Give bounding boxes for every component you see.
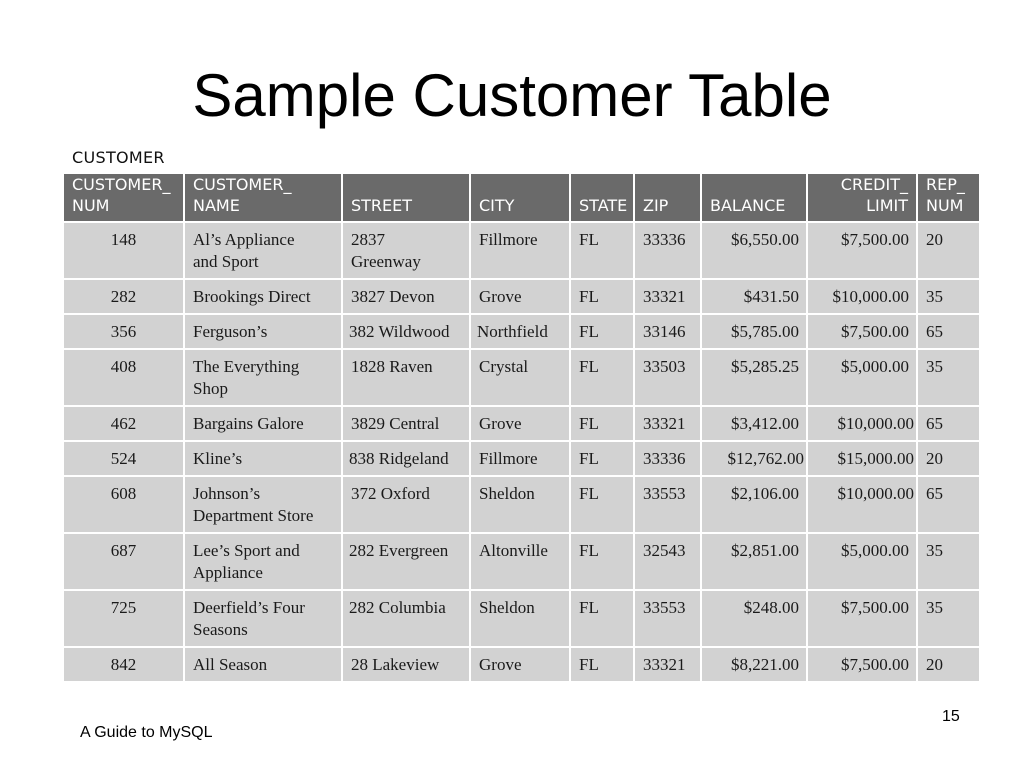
cell-rep-num: 35: [917, 349, 980, 406]
cell-customer-name: All Season: [184, 647, 342, 682]
cell-city: Grove: [470, 647, 570, 682]
cell-rep-num: 20: [917, 222, 980, 279]
cell-street: 382 Wildwood: [342, 314, 470, 349]
cell-city: Grove: [470, 279, 570, 314]
column-header-zip: ZIP: [634, 173, 701, 222]
cell-credit-limit: $7,500.00: [807, 222, 917, 279]
column-header-state: STATE: [570, 173, 634, 222]
cell-zip: 32543: [634, 533, 701, 590]
table-row: [63, 222, 980, 279]
cell-state: FL: [570, 647, 634, 682]
cell-balance: $3,412.00: [701, 406, 807, 441]
cell-street: 3827 Devon: [342, 279, 470, 314]
cell-balance: $248.00: [701, 590, 807, 647]
cell-customer-num: 408: [63, 349, 184, 406]
table-row: [63, 279, 980, 314]
cell-customer-num: 148: [63, 222, 184, 279]
cell-zip: 33503: [634, 349, 701, 406]
cell-customer-name: Bargains Galore: [184, 406, 342, 441]
cell-customer-num: 282: [63, 279, 184, 314]
table-row: [63, 314, 980, 349]
cell-balance: $5,285.25: [701, 349, 807, 406]
page-number: 15: [942, 708, 960, 725]
cell-customer-name: Ferguson’s: [184, 314, 342, 349]
cell-rep-num: 35: [917, 533, 980, 590]
cell-zip: 33553: [634, 476, 701, 533]
cell-customer-name: Kline’s: [184, 441, 342, 476]
cell-state: FL: [570, 533, 634, 590]
cell-balance: $5,785.00: [701, 314, 807, 349]
cell-credit-limit: $10,000.00: [807, 406, 917, 441]
cell-street: 1828 Raven: [342, 349, 470, 406]
cell-customer-name: Deerfield’s Four Seasons: [184, 590, 342, 647]
cell-street: 282 Columbia: [342, 590, 470, 647]
cell-state: FL: [570, 314, 634, 349]
cell-state: FL: [570, 590, 634, 647]
cell-customer-name: Lee’s Sport and Appliance: [184, 533, 342, 590]
cell-balance: $12,762.00: [701, 441, 807, 476]
cell-state: FL: [570, 222, 634, 279]
table-row: [63, 590, 980, 647]
cell-state: FL: [570, 476, 634, 533]
cell-zip: 33321: [634, 279, 701, 314]
cell-credit-limit: $7,500.00: [807, 590, 917, 647]
column-header-credit-limit: CREDIT_ LIMIT: [807, 173, 917, 222]
cell-customer-num: 462: [63, 406, 184, 441]
column-header-customer-name: CUSTOMER_ NAME: [184, 173, 342, 222]
column-header-balance: BALANCE: [701, 173, 807, 222]
cell-customer-name: Johnson’s Department Store: [184, 476, 342, 533]
cell-balance: $8,221.00: [701, 647, 807, 682]
cell-credit-limit: $7,500.00: [807, 314, 917, 349]
cell-city: Sheldon: [470, 590, 570, 647]
cell-rep-num: 35: [917, 590, 980, 647]
table-row: [63, 647, 980, 682]
column-header-city: CITY: [470, 173, 570, 222]
cell-balance: $2,851.00: [701, 533, 807, 590]
table-row: [63, 441, 980, 476]
cell-balance: $431.50: [701, 279, 807, 314]
cell-street: 28 Lakeview: [342, 647, 470, 682]
cell-customer-num: 687: [63, 533, 184, 590]
cell-rep-num: 20: [917, 441, 980, 476]
cell-credit-limit: $10,000.00: [807, 476, 917, 533]
table-row: [63, 349, 980, 406]
slide-title: Sample Customer Table: [192, 62, 832, 129]
cell-street: 2837 Greenway: [342, 222, 470, 279]
cell-rep-num: 35: [917, 279, 980, 314]
cell-city: Altonville: [470, 533, 570, 590]
cell-customer-num: 524: [63, 441, 184, 476]
cell-street: 838 Ridgeland: [342, 441, 470, 476]
cell-zip: 33336: [634, 222, 701, 279]
cell-customer-name: Al’s Appliance and Sport: [184, 222, 342, 279]
cell-balance: $6,550.00: [701, 222, 807, 279]
cell-rep-num: 65: [917, 476, 980, 533]
column-header-rep-num: REP_ NUM: [917, 173, 980, 222]
cell-zip: 33336: [634, 441, 701, 476]
cell-customer-num: 725: [63, 590, 184, 647]
cell-zip: 33553: [634, 590, 701, 647]
cell-state: FL: [570, 406, 634, 441]
cell-city: Fillmore: [470, 222, 570, 279]
cell-customer-num: 842: [63, 647, 184, 682]
cell-street: 282 Evergreen: [342, 533, 470, 590]
cell-state: FL: [570, 349, 634, 406]
cell-city: Fillmore: [470, 441, 570, 476]
cell-street: 3829 Central: [342, 406, 470, 441]
column-header-customer-num: CUSTOMER_ NUM: [63, 173, 184, 222]
cell-city: Grove: [470, 406, 570, 441]
column-header-street: STREET: [342, 173, 470, 222]
cell-state: FL: [570, 279, 634, 314]
table-caption: CUSTOMER: [72, 148, 165, 167]
customer-table: [62, 172, 981, 683]
table-header-row: [63, 173, 980, 222]
cell-city: Northfield: [470, 314, 570, 349]
cell-zip: 33321: [634, 406, 701, 441]
cell-customer-num: 608: [63, 476, 184, 533]
footer-text: A Guide to MySQL: [80, 724, 213, 741]
cell-credit-limit: $7,500.00: [807, 647, 917, 682]
cell-zip: 33321: [634, 647, 701, 682]
cell-state: FL: [570, 441, 634, 476]
cell-credit-limit: $10,000.00: [807, 279, 917, 314]
cell-credit-limit: $15,000.00: [807, 441, 917, 476]
table-row: [63, 476, 980, 533]
cell-customer-name: The Everything Shop: [184, 349, 342, 406]
cell-rep-num: 65: [917, 314, 980, 349]
cell-credit-limit: $5,000.00: [807, 533, 917, 590]
table-row: [63, 406, 980, 441]
cell-customer-num: 356: [63, 314, 184, 349]
table-row: [63, 533, 980, 590]
cell-city: Crystal: [470, 349, 570, 406]
cell-balance: $2,106.00: [701, 476, 807, 533]
cell-customer-name: Brookings Direct: [184, 279, 342, 314]
cell-zip: 33146: [634, 314, 701, 349]
cell-rep-num: 20: [917, 647, 980, 682]
cell-street: 372 Oxford: [342, 476, 470, 533]
cell-city: Sheldon: [470, 476, 570, 533]
cell-credit-limit: $5,000.00: [807, 349, 917, 406]
cell-rep-num: 65: [917, 406, 980, 441]
